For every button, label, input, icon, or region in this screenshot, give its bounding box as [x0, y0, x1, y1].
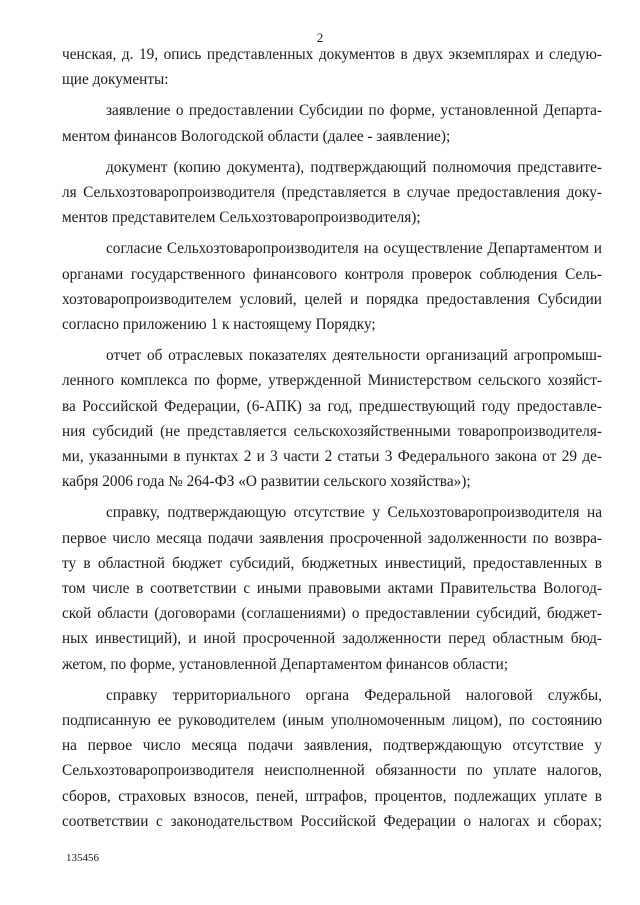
text-line: заявление о предоставлении Субсидии по форме, установленной Департа-	[106, 102, 602, 120]
text-line: ментов представителем Сельхозтоваропроизводителя);	[62, 209, 421, 227]
text-line: щие документы:	[62, 71, 169, 89]
paragraph-authority-document	[62, 155, 602, 231]
paragraph-application	[62, 98, 602, 148]
text-line: жетом, по форме, установленной Департаментом финансов области;	[62, 655, 509, 673]
text-line: хозтоваропроизводителем условий, целей и порядка предоставления Субсидии	[62, 290, 602, 308]
text-line: ля Сельхозтоваропроизводителя (представляется в случае предоставления доку-	[62, 184, 602, 202]
text-line: сборов, страховых взносов, пеней, штрафов, процентов, подлежащих уплате в	[62, 787, 602, 805]
text-line: согласие Сельхозтоваропроизводителя на осуществление Департаментом и	[106, 240, 602, 258]
text-line: отчет об отраслевых показателях деятельности организаций агропромыш-	[106, 347, 602, 365]
text-line: ментом финансов Вологодской области (далее - заявление);	[62, 127, 451, 145]
text-line: ных инвестиций), и иной просроченной задолженности перед областным бюд-	[62, 630, 602, 648]
text-line: справку территориального органа Федеральной налоговой службы,	[106, 686, 602, 704]
text-line: том числе в соответствии с иными правовыми актами Правительства Вологод-	[62, 580, 602, 598]
text-line: ния субсидий (не представляется сельскохозяйственными товаропроизводителя-	[62, 422, 602, 440]
paragraph-consent	[62, 236, 602, 337]
text-line: на первое число месяца подачи заявления, подтверждающую отсутствие у	[62, 737, 602, 755]
text-line: органами государственного финансового контроля проверок соблюдения Сель-	[62, 265, 602, 283]
text-line: ченская, д. 19, опись представленных документов в двух экземплярах и следую-	[62, 46, 602, 63]
document-body	[62, 42, 602, 834]
paragraph-report	[62, 343, 602, 494]
text-line: ской области (договорами (соглашениями) о предоставлении субсидий, бюджет-	[62, 605, 602, 623]
paragraph-debt-certificate	[62, 500, 602, 676]
text-line: документ (копию документа), подтверждающий полномочия представите-	[106, 158, 602, 176]
paragraph-continuation	[62, 42, 602, 92]
document-code: 135456	[66, 852, 99, 864]
text-line: ленного комплекса по форме, утвержденной Министерством сельского хозяйст-	[62, 372, 602, 390]
text-line: ми, указанными в пунктах 2 и 3 части 2 статьи 3 Федерального закона от 29 де-	[62, 448, 602, 466]
text-line: Сельхозтоваропроизводителя неисполненной обязанности по уплате налогов,	[62, 762, 602, 780]
text-line: соответствии с законодательством Российской Федерации о налогах и сборах;	[62, 812, 602, 830]
text-line: ту в областной бюджет субсидий, бюджетных инвестиций, предоставленных в	[62, 554, 602, 572]
text-line: согласно приложению 1 к настоящему Порядку;	[62, 316, 376, 334]
text-line: подписанную ее руководителем (иным уполномоченным лицом), по состоянию	[62, 712, 602, 730]
text-line: ва Российской Федерации, (6-АПК) за год, предшествующий году предоставле-	[62, 397, 602, 415]
text-line: справку, подтверждающую отсутствие у Сельхозтоваропроизводителя на	[106, 504, 602, 522]
text-line: кабря 2006 года № 264-ФЗ «О развитии сельского хозяйства»);	[62, 473, 471, 491]
text-line: первое число месяца подачи заявления просроченной задолженности по возвра-	[62, 529, 602, 547]
page-number: 2	[316, 30, 324, 45]
paragraph-tax-certificate	[62, 683, 602, 834]
